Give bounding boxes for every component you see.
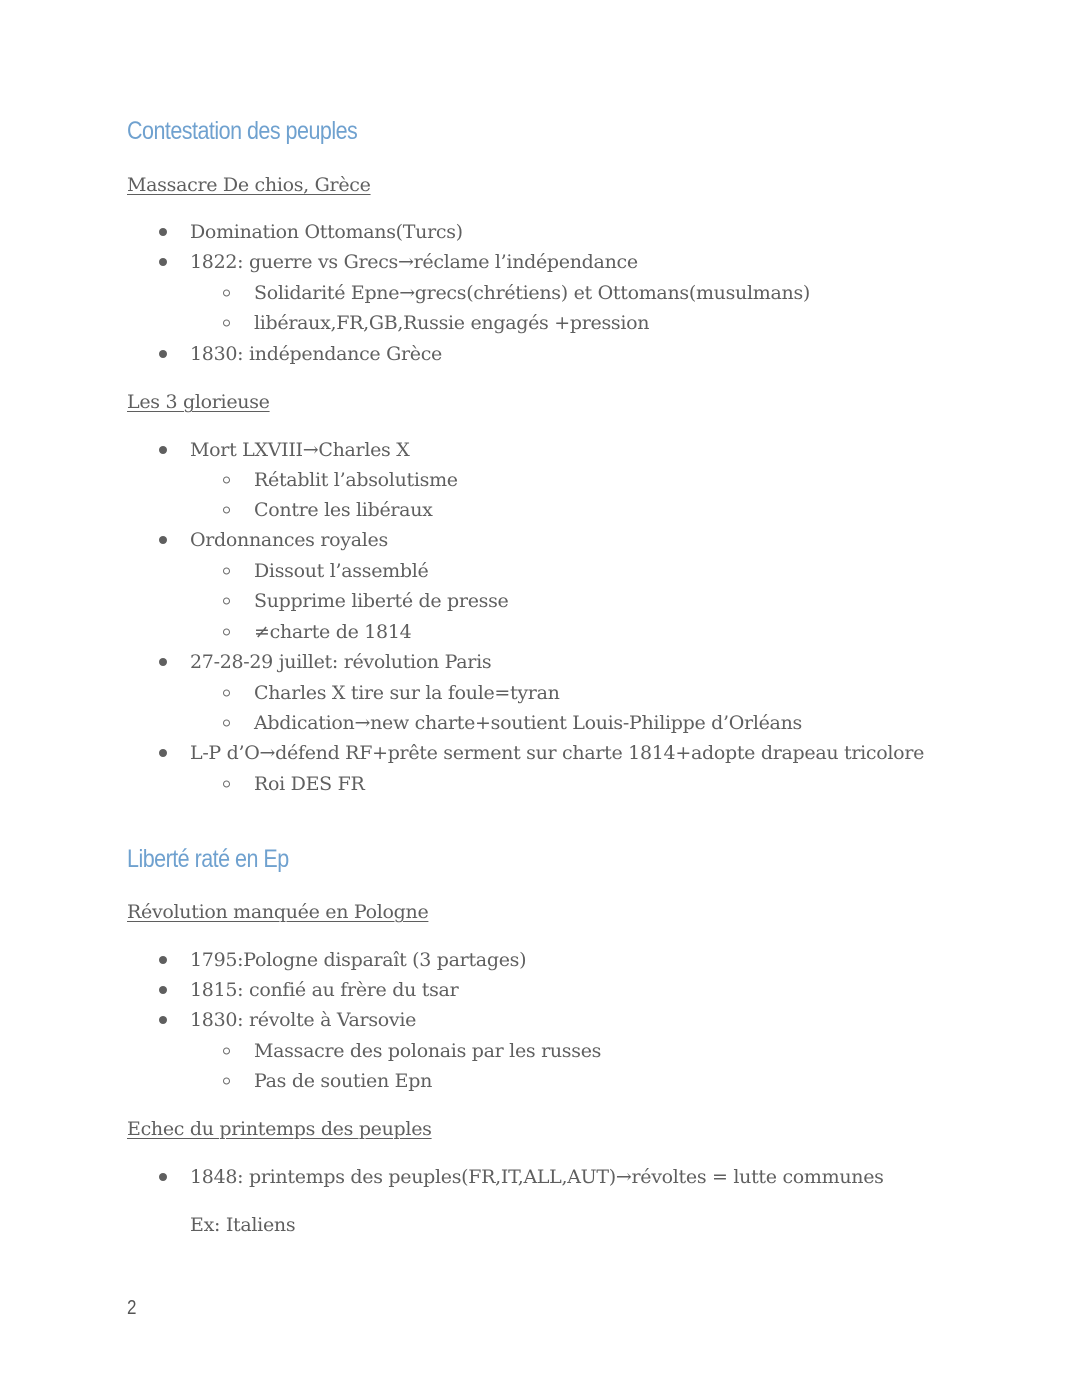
hollow-bullet-icon — [223, 320, 230, 327]
list-item: 1815: confié au frère du tsar — [190, 977, 458, 1003]
hollow-bullet-icon — [223, 1078, 230, 1085]
filled-bullet-icon — [159, 536, 167, 544]
list-item: 1830: indépendance Grèce — [190, 341, 442, 367]
filled-bullet-icon — [159, 350, 167, 358]
page-number: 2 — [127, 1297, 137, 1319]
list-item: L-P d’O→défend RF+prête serment sur charte 1814+adopte drapeau tricolore — [190, 740, 924, 766]
list-item: Massacre des polonais par les russes — [254, 1038, 601, 1064]
subsection-heading: Echec du printemps des peuples — [127, 1118, 432, 1140]
list-item: Supprime liberté de presse — [254, 588, 508, 614]
subsection-heading: Révolution manquée en Pologne — [127, 901, 429, 923]
list-item: Charles X tire sur la foule=tyran — [254, 680, 560, 706]
filled-bullet-icon — [159, 749, 167, 757]
filled-bullet-icon — [159, 228, 167, 236]
filled-bullet-icon — [159, 258, 167, 266]
hollow-bullet-icon — [223, 1048, 230, 1055]
subsection-heading: Les 3 glorieuse — [127, 391, 270, 413]
hollow-bullet-icon — [223, 598, 230, 605]
list-item: Dissout l’assemblé — [254, 558, 428, 584]
list-item: Solidarité Epne→grecs(chrétiens) et Ottomans(musulmans) — [254, 280, 810, 306]
list-item: Pas de soutien Epn — [254, 1068, 432, 1094]
hollow-bullet-icon — [223, 477, 230, 484]
list-item: Ordonnances royales — [190, 527, 388, 553]
paragraph: Ex: Italiens — [190, 1214, 296, 1236]
hollow-bullet-icon — [223, 507, 230, 514]
section-heading: Contestation des peuples — [127, 117, 358, 145]
section-heading: Liberté raté en Ep — [127, 845, 289, 873]
filled-bullet-icon — [159, 986, 167, 994]
hollow-bullet-icon — [223, 629, 230, 636]
list-item: 27-28-29 juillet: révolution Paris — [190, 649, 491, 675]
list-item: libéraux,FR,GB,Russie engagés +pression — [254, 310, 649, 336]
hollow-bullet-icon — [223, 690, 230, 697]
filled-bullet-icon — [159, 956, 167, 964]
hollow-bullet-icon — [223, 720, 230, 727]
list-item: Mort LXVIII→Charles X — [190, 437, 409, 463]
list-item: Contre les libéraux — [254, 497, 433, 523]
list-item: Roi DES FR — [254, 771, 365, 797]
list-item: Abdication→new charte+soutient Louis-Philippe d’Orléans — [254, 710, 802, 736]
list-item: Rétablit l’absolutisme — [254, 467, 458, 493]
list-item: Domination Ottomans(Turcs) — [190, 219, 463, 245]
list-item: 1830: révolte à Varsovie — [190, 1007, 416, 1033]
hollow-bullet-icon — [223, 290, 230, 297]
subsection-heading: Massacre De chios, Grèce — [127, 174, 371, 196]
list-item: ≠charte de 1814 — [254, 619, 411, 645]
filled-bullet-icon — [159, 1173, 167, 1181]
hollow-bullet-icon — [223, 568, 230, 575]
filled-bullet-icon — [159, 1016, 167, 1024]
list-item: 1822: guerre vs Grecs→réclame l’indépendance — [190, 249, 638, 275]
list-item: 1795:Pologne disparaît (3 partages) — [190, 947, 526, 973]
filled-bullet-icon — [159, 446, 167, 454]
hollow-bullet-icon — [223, 781, 230, 788]
list-item: 1848: printemps des peuples(FR,IT,ALL,AUT)→révoltes = lutte communes — [190, 1164, 884, 1190]
filled-bullet-icon — [159, 658, 167, 666]
